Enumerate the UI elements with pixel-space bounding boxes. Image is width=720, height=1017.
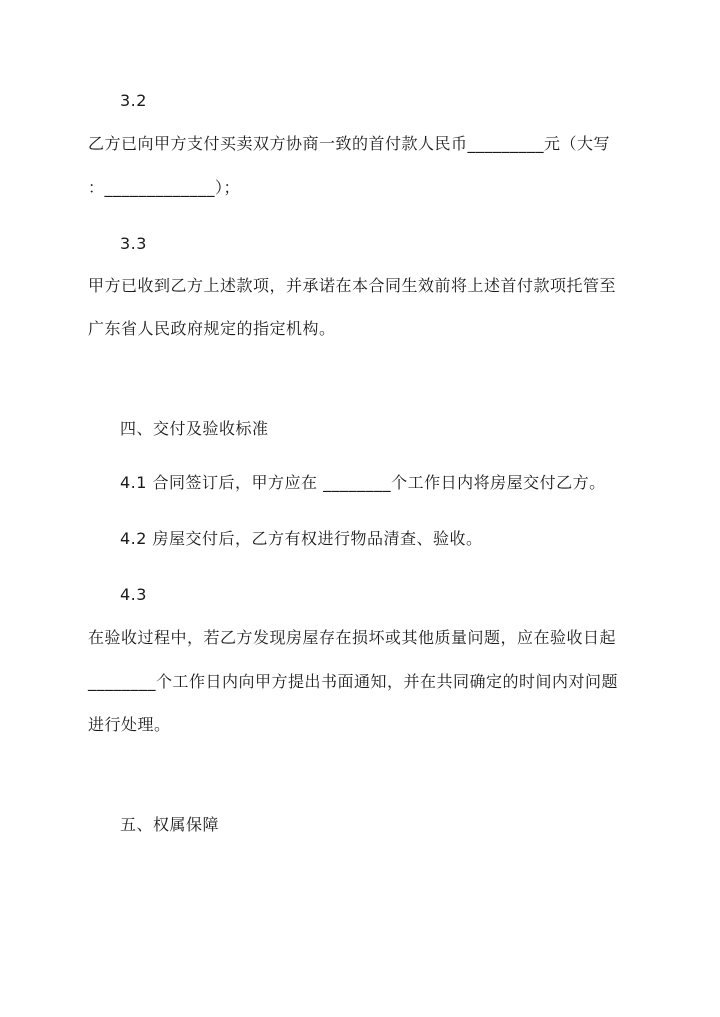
clause-3-2-number: 3.2 [120, 91, 147, 110]
clause-3-2-line-1: 乙方已向甲方支付买卖双方协商一致的首付款人民币_________元（大写 [88, 134, 611, 153]
clause-4-1: 4.1 合同签订后，甲方应在 ________个工作日内将房屋交付乙方。 [120, 473, 606, 492]
clause-3-3-line-1: 甲方已收到乙方上述款项，并承诺在本合同生效前将上述首付款项托管至 [88, 276, 617, 295]
clause-3-3-number: 3.3 [120, 234, 147, 253]
clause-3-2-line-2: ：_____________）； [88, 178, 241, 197]
clause-4-3-line-2: ________个工作日内向甲方提出书面通知，并在共同确定的时间内对问题 [88, 672, 619, 691]
section-4-heading: 四、交付及验收标准 [120, 419, 269, 438]
clause-3-3-line-2: 广东省人民政府规定的指定机构。 [88, 319, 336, 338]
clause-4-3-line-1: 在验收过程中，若乙方发现房屋存在损坏或其他质量问题，应在验收日起 [88, 628, 617, 647]
clause-4-2: 4.2 房屋交付后，乙方有权进行物品清查、验收。 [120, 529, 483, 548]
clause-4-3-number: 4.3 [120, 585, 147, 604]
section-5-heading: 五、权属保障 [120, 815, 220, 834]
clause-4-3-line-3: 进行处理。 [88, 715, 171, 734]
